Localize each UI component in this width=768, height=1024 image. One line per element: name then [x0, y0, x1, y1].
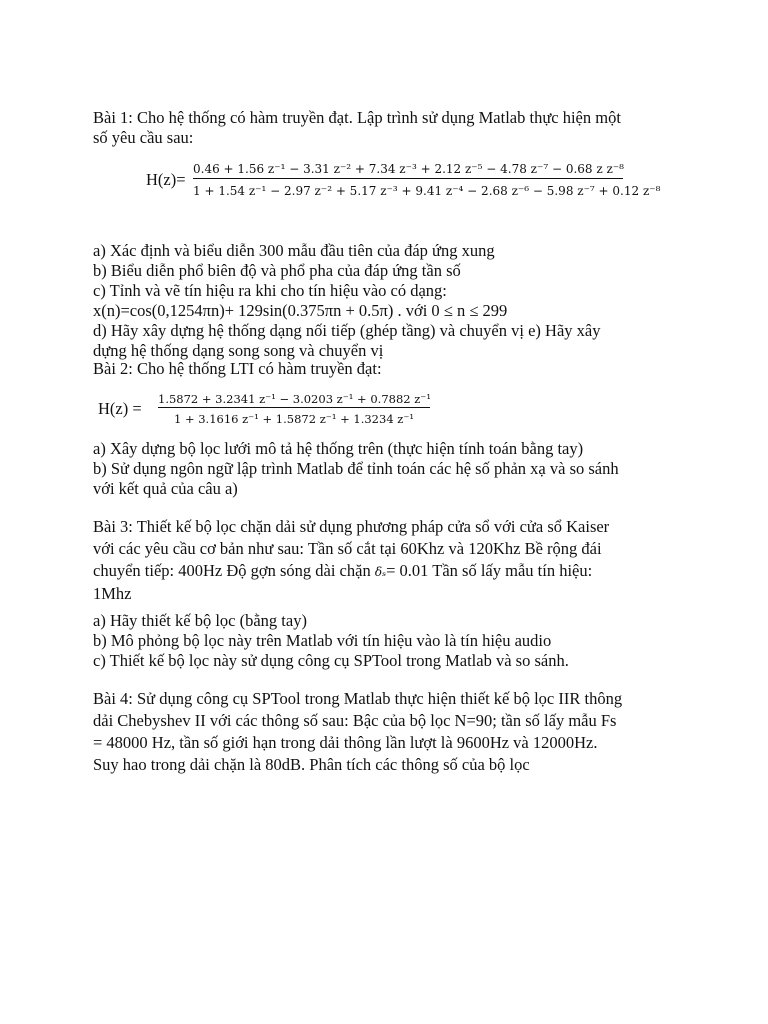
bai1-intro-line-1: Bài 1: Cho hệ thống có hàm truyền đạt. Lập trình sử dụng Matlab thực hiện một — [93, 108, 621, 127]
bai2-fraction-bar — [158, 407, 430, 408]
bai3-items — [93, 611, 683, 671]
bai4-line-2: dải Chebyshev II với các thông số sau: Bậc của bộ lọc N=90; tần số lấy mẫu Fs — [93, 711, 617, 730]
bai3-item-c: c) Thiết kế bộ lọc này sử dụng công cụ SPTool trong Matlab và so sánh. — [93, 651, 569, 670]
bai3-intro-line-1: Bài 3: Thiết kế bộ lọc chặn dải sử dụng phương pháp cửa sổ với cửa sổ Kaiser — [93, 517, 610, 536]
bai4-line-3: = 48000 Hz, tần số giới hạn trong dải thông lần lượt là 9600Hz và 12000Hz. — [93, 733, 598, 752]
bai1-item-d: d) Hãy xây dựng hệ thống dạng nối tiếp (ghép tầng) và chuyển vị e) Hãy xây — [93, 321, 601, 340]
bai1-fraction-bar — [193, 178, 623, 179]
bai3-item-b: b) Mô phỏng bộ lọc này trên Matlab với tín hiệu vào là tín hiệu audio — [93, 631, 552, 650]
bai2-item-a: a) Xây dựng bộ lọc lưới mô tả hệ thống trên (thực hiện tính toán bằng tay) — [93, 439, 584, 458]
bai3-intro-line-3b: = 0.01 Tần số lấy mẫu tín hiệu: — [386, 561, 593, 580]
bai1-item-c: c) Tỉnh và vẽ tín hiệu ra khi cho tín hiệu vào có dạng: — [93, 281, 447, 300]
bai1-formula-denominator: 1 + 1.54 z⁻¹ − 2.97 z⁻² + 5.17 z⁻³ + 9.41 z⁻⁴ − 2.68 z⁻⁶ − 5.98 z⁻⁷ + 0.12 z⁻⁸ — [193, 184, 661, 198]
bai1-items — [93, 241, 683, 361]
bai3-intro-line-3 — [93, 561, 683, 582]
bai1-item-d-cont: dựng hệ thống dạng song song và chuyển vị — [93, 341, 384, 360]
bai2-intro — [93, 359, 683, 379]
bai3-intro-line-4: 1Mhz — [93, 584, 132, 603]
bai1-formula-numerator: 0.46 + 1.56 z⁻¹ − 3.31 z⁻² + 7.34 z⁻³ + 2.12 z⁻⁵ − 4.78 z⁻⁷ − 0.68 z z⁻⁸ — [193, 162, 624, 176]
bai2-item-b: b) Sử dụng ngôn ngữ lập trình Matlab để tỉnh toán các hệ số phản xạ và so sánh — [93, 459, 619, 478]
bai4-paragraph — [93, 689, 683, 775]
bai2-item-b-cont: với kết quả của câu a) — [93, 479, 238, 498]
bai4-line-4: Suy hao trong dải chặn là 80dB. Phân tích các thông số của bộ lọc — [93, 755, 530, 774]
bai3-intro — [93, 517, 683, 604]
bai2-formula-lhs: H(z) = — [98, 399, 142, 418]
bai1-item-b: b) Biểu diễn phổ biên độ và phổ pha của đáp ứng tần số — [93, 261, 461, 280]
bai2-intro-line: Bài 2: Cho hệ thống LTI có hàm truyền đạt: — [93, 359, 382, 378]
bai3-item-a: a) Hãy thiết kế bộ lọc (bằng tay) — [93, 611, 307, 630]
bai2-formula-denominator: 1 + 3.1616 z⁻¹ + 1.5872 z⁻¹ + 1.3234 z⁻¹ — [173, 412, 415, 426]
bai1-formula-lhs: H(z)= — [146, 170, 186, 189]
bai4-line-1: Bài 4: Sử dụng công cụ SPTool trong Matlab thực hiện thiết kế bộ lọc IIR thông — [93, 689, 623, 708]
bai1-item-a: a) Xác định và biểu diễn 300 mẫu đầu tiên của đáp ứng xung — [93, 241, 495, 260]
bai3-intro-line-2: với các yêu cầu cơ bản như sau: Tần số cắt tại 60Khz và 120Khz Bề rộng đái — [93, 539, 602, 558]
bai1-intro — [93, 108, 683, 148]
bai2-formula-numerator: 1.5872 + 3.2341 z⁻¹ − 3.0203 z⁻¹ + 0.7882 z⁻¹ — [158, 392, 431, 406]
bai1-item-c-signal: x(n)=cos(0,1254πn)+ 129sin(0.375πn + 0.5π) . với 0 ≤ n ≤ 299 — [93, 301, 508, 320]
bai3-intro-line-3a: chuyển tiếp: 400Hz Độ gợn sóng dài chặn — [93, 561, 375, 580]
delta-s-symbol: δₛ — [374, 565, 387, 579]
bai2-items — [93, 439, 683, 499]
bai1-intro-line-2: số yêu cầu sau: — [93, 128, 194, 147]
